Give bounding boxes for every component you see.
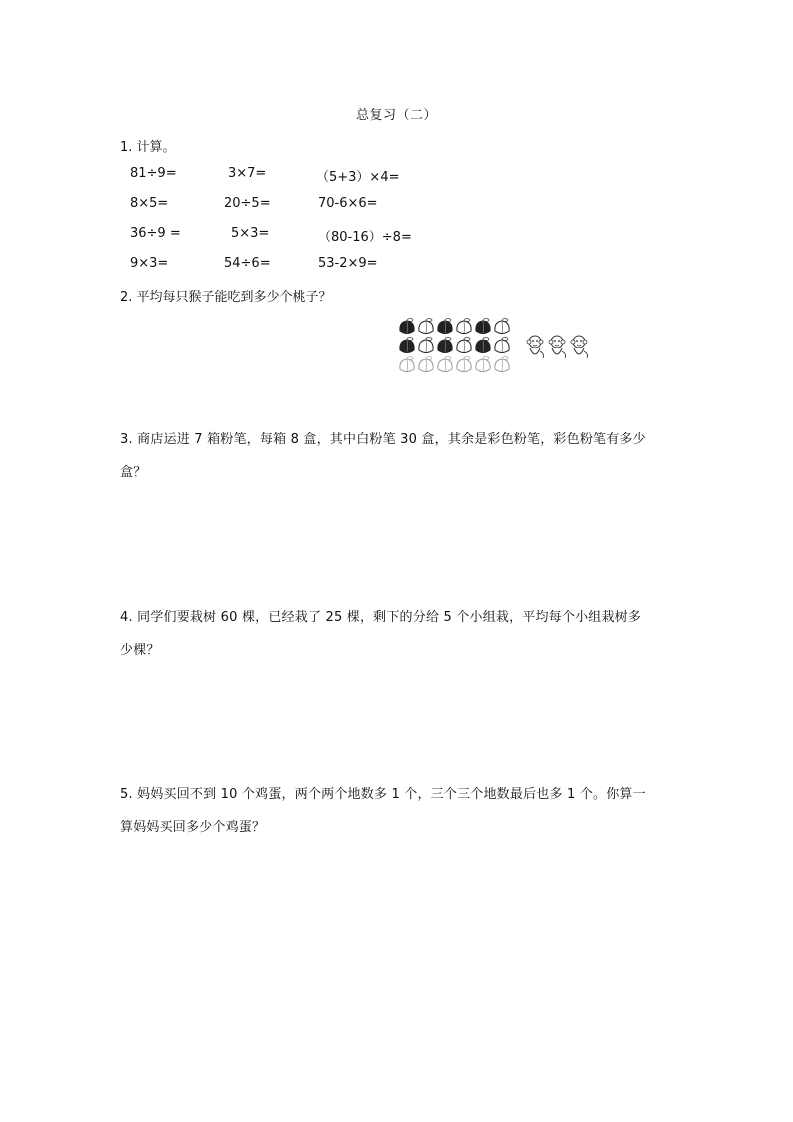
q4-line-2: 少棵？ [120,643,160,658]
peach-icon [495,357,509,372]
calc-item: 3×7= [228,166,267,181]
peach-icon [400,357,414,372]
peach-icon [419,319,433,334]
peach-icon [457,338,471,353]
q1-heading: 1. 计算。 [120,140,176,155]
calc-item: （80-16）÷8= [318,230,412,245]
calc-item: 54÷6= [224,256,271,271]
peach-icon [419,357,433,372]
peaches-and-monkeys-picture [395,318,591,374]
peach-icon [419,338,433,353]
q3-line-2: 盒？ [120,465,147,480]
calc-item: 20÷5= [224,196,271,211]
calc-item: 81÷9= [130,166,177,181]
q4-text [120,601,680,667]
calc-item: 9×3= [130,256,169,271]
q5-line-2: 算妈妈买回多少个鸡蛋？ [120,820,266,835]
peach-icon [400,338,414,353]
peach-icon [476,319,490,334]
q4-line-1: 4. 同学们要栽树 60 棵，已经栽了 25 棵，剩下的分给 5 个小组栽，平均每个小组栽树多 [120,610,642,625]
q5-text [120,778,680,844]
monkey-icon [549,336,566,358]
q3-text [120,423,680,489]
calc-item: 53-2×9= [318,256,378,271]
q2-heading: 2. 平均每只猴子能吃到多少个桃子？ [120,290,332,305]
q3-line-1: 3. 商店运进 7 箱粉笔，每箱 8 盒，其中白粉笔 30 盒，其余是彩色粉笔，彩色粉笔有多少 [120,432,646,447]
monkey-icon [571,336,588,358]
peach-icon [476,357,490,372]
calc-item: 70-6×6= [318,196,378,211]
peach-icon [476,338,490,353]
peach-icon [438,357,452,372]
calc-item: 36÷9 = [130,226,181,241]
peach-icon [438,338,452,353]
monkey-icon [527,336,544,358]
peach-icon [457,357,471,372]
calc-item: 5×3= [231,226,270,241]
peach-icon [400,319,414,334]
calc-item: 8×5= [130,196,169,211]
page-title: 总复习（二） [355,108,437,123]
peach-icon [457,319,471,334]
q5-line-1: 5. 妈妈买回不到 10 个鸡蛋，两个两个地数多 1 个，三个三个地数最后也多 1 个。你算一 [120,787,646,802]
peach-icon [495,319,509,334]
peach-icon [495,338,509,353]
peach-icon [438,319,452,334]
calc-item: （5+3）×4= [316,170,400,185]
